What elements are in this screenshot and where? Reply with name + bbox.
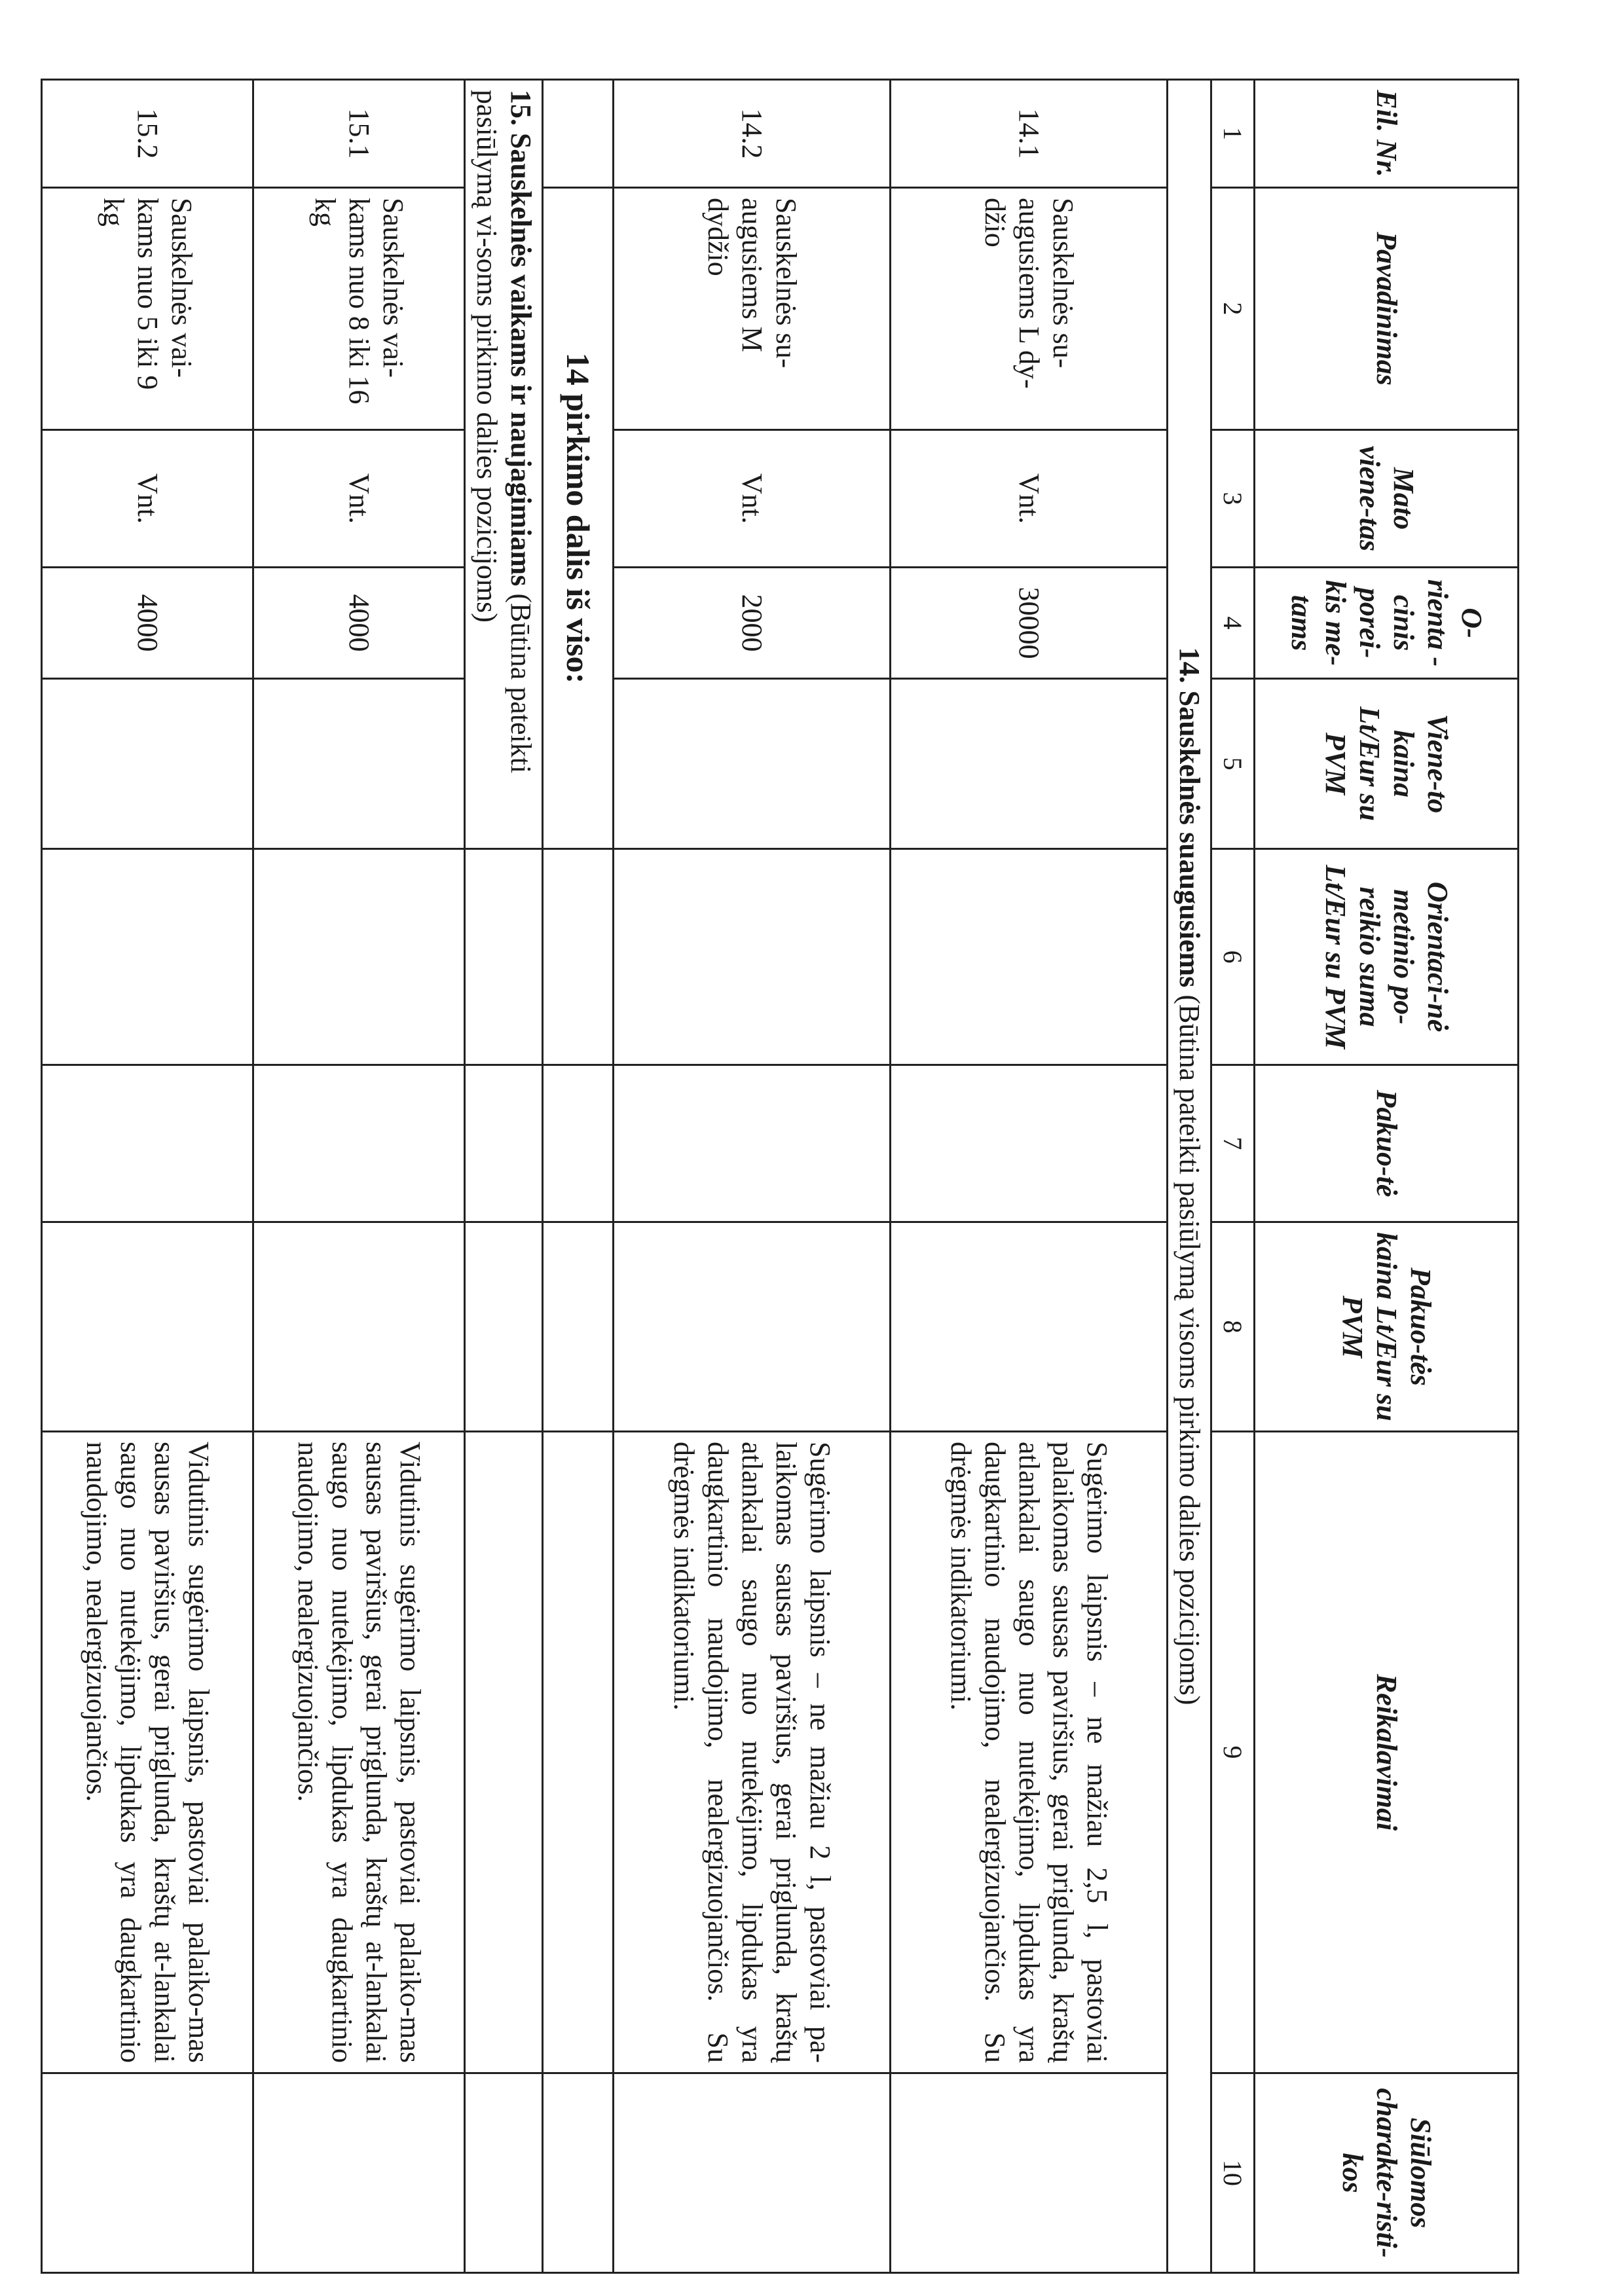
item-qty: 4000 [253, 568, 465, 679]
item-offered [891, 2073, 1168, 2273]
header-pakuote: Pakuo-tė [1255, 1065, 1519, 1222]
col-number: 8 [1211, 1222, 1255, 1432]
procurement-table [41, 79, 1519, 2274]
item-offered [42, 2073, 253, 2273]
header-pavadinimas: Pavadinimas [1255, 188, 1519, 430]
item-unit: Vnt. [891, 430, 1168, 568]
section-14-heading-cell [1168, 80, 1211, 2273]
col-number: 10 [1211, 2073, 1255, 2273]
item-offered [253, 2073, 465, 2273]
header-row [1255, 80, 1519, 2273]
item-offered [614, 2073, 891, 2273]
item-package-price [614, 1222, 891, 1432]
total-blank [543, 2073, 614, 2273]
item-package-price [42, 1222, 253, 1432]
col-number: 7 [1211, 1065, 1255, 1222]
item-requirements: Vidutinis sugėrimo laipsnis, pastoviai palaiko-mas sausas paviršius, gerai priglunda, kraštų at-lankalai saugo nuo nutekėjimo, lipdukas yra daugkartinio naudojimo, nealergizuojančios. [42, 1432, 253, 2073]
col-number: 9 [1211, 1432, 1255, 2073]
section-14-title: 14. Sauskelnės suaugusiems [1173, 647, 1206, 988]
header-orientacinis-poreikis: O-rienta -cinis porei-kis me-tams [1255, 568, 1519, 679]
section-14-total-row [543, 80, 614, 2273]
section-15-blank [465, 1065, 543, 1222]
item-unit-price [253, 679, 465, 849]
item-package [614, 1065, 891, 1222]
section-15-title: 15. Sauskelnės vaikams ir naujagimiams [505, 90, 538, 587]
header-mato-vienetas: Mato viene-tas [1255, 430, 1519, 568]
item-unit-price [614, 679, 891, 849]
section-15-blank [465, 2073, 543, 2273]
header-reikalavimai: Reikalavimai [1255, 1432, 1519, 2073]
header-pakuotes-kaina: Pakuo-tės kaina Lt/Eur su PVM [1255, 1222, 1519, 1432]
item-annual-sum [614, 849, 891, 1065]
item-nr: 15.2 [42, 80, 253, 188]
item-requirements: Sugėrimo laipsnis – ne mažiau 2 l, pastoviai pa-laikomas sausas paviršius, gerai priglunda, kraštų atlankalai saugo nuo nutekėjimo, lipdukas yra daugkartinio naudojimo, nealergizuojančios. Su drėgmės indikatoriumi. [614, 1432, 891, 2073]
col-number: 6 [1211, 849, 1255, 1065]
item-unit: Vnt. [253, 430, 465, 568]
item-requirements: Sugėrimo laipsnis – ne mažiau 2,5 l, pastoviai palaikomas sausas paviršius, gerai priglunda, kraštų atlankalai saugo nuo nutekėjimo, lipdukas yra daugkartinio naudojimo, nealergizuojančios. Su drėgmės indikatoriumi. [891, 1432, 1168, 2073]
item-package-price [891, 1222, 1168, 1432]
table-row [614, 80, 891, 2273]
section-15-blank [465, 1432, 543, 2073]
item-requirements: Vidutinis sugėrimo laipsnis, pastoviai palaiko-mas sausas paviršius, gerai priglunda, kraštų at-lankalai saugo nuo nutekėjimo, lipdukas yra daugkartinio naudojimo, nealergizuojančios. [253, 1432, 465, 2073]
col-number: 5 [1211, 679, 1255, 849]
section-15-heading-cell [465, 80, 543, 849]
header-orientacine-suma: Orientaci-nė metinio po-reikio suma Lt/Eur su PVM [1255, 849, 1519, 1065]
column-number-row [1211, 80, 1255, 2273]
item-package [42, 1065, 253, 1222]
section-14-total-label: 14 pirkimo dalis iš viso: [543, 188, 614, 849]
item-name: Sauskelnės su-augusiems L dy-džio [891, 188, 1168, 430]
total-blank [543, 1065, 614, 1222]
item-unit: Vnt. [614, 430, 891, 568]
item-annual-sum [253, 849, 465, 1065]
table-row [891, 80, 1168, 2273]
col-number: 1 [1211, 80, 1255, 188]
item-name: Sauskelnės vai-kams nuo 5 iki 9 kg [42, 188, 253, 430]
total-blank [543, 1222, 614, 1432]
section-15-blank [465, 1222, 543, 1432]
item-unit-price [891, 679, 1168, 849]
item-nr: 15.1 [253, 80, 465, 188]
item-name: Sauskelnės su-augusiems M dydžio [614, 188, 891, 430]
item-unit-price [42, 679, 253, 849]
item-annual-sum [891, 849, 1168, 1065]
table-row [253, 80, 465, 2273]
col-number: 4 [1211, 568, 1255, 679]
col-number: 2 [1211, 188, 1255, 430]
item-unit: Vnt. [42, 430, 253, 568]
rotated-page [81, 79, 1519, 2272]
item-name: Sauskelnės vai-kams nuo 8 iki 16 kg [253, 188, 465, 430]
table-row [42, 80, 253, 2273]
item-nr: 14.2 [614, 80, 891, 188]
item-package [891, 1065, 1168, 1222]
item-qty: 30000 [891, 568, 1168, 679]
total-sum [543, 849, 614, 1065]
item-qty: 2000 [614, 568, 891, 679]
item-nr: 14.1 [891, 80, 1168, 188]
item-qty: 4000 [42, 568, 253, 679]
section-15-note: (Būtina pateikti pasiūlymą vi-soms pirkimo dalies pozicijoms) [471, 90, 538, 774]
header-siulomos: Siūlomos charakte-risti-kos [1255, 2073, 1519, 2273]
section-15-blank [465, 849, 543, 1065]
section-15-heading [465, 80, 543, 2273]
header-vieneto-kaina: Viene-to kaina Lt/Eur su PVM [1255, 679, 1519, 849]
col-number: 3 [1211, 430, 1255, 568]
item-package-price [253, 1222, 465, 1432]
total-blank [543, 80, 614, 188]
item-package [253, 1065, 465, 1222]
header-nr: Eil. Nr. [1255, 80, 1519, 188]
item-annual-sum [42, 849, 253, 1065]
section-14-heading [1168, 80, 1211, 2273]
total-blank [543, 1432, 614, 2073]
section-14-note: (Būtina pateikti pasiūlymą visoms pirkimo dalies pozicijoms) [1173, 994, 1206, 1705]
